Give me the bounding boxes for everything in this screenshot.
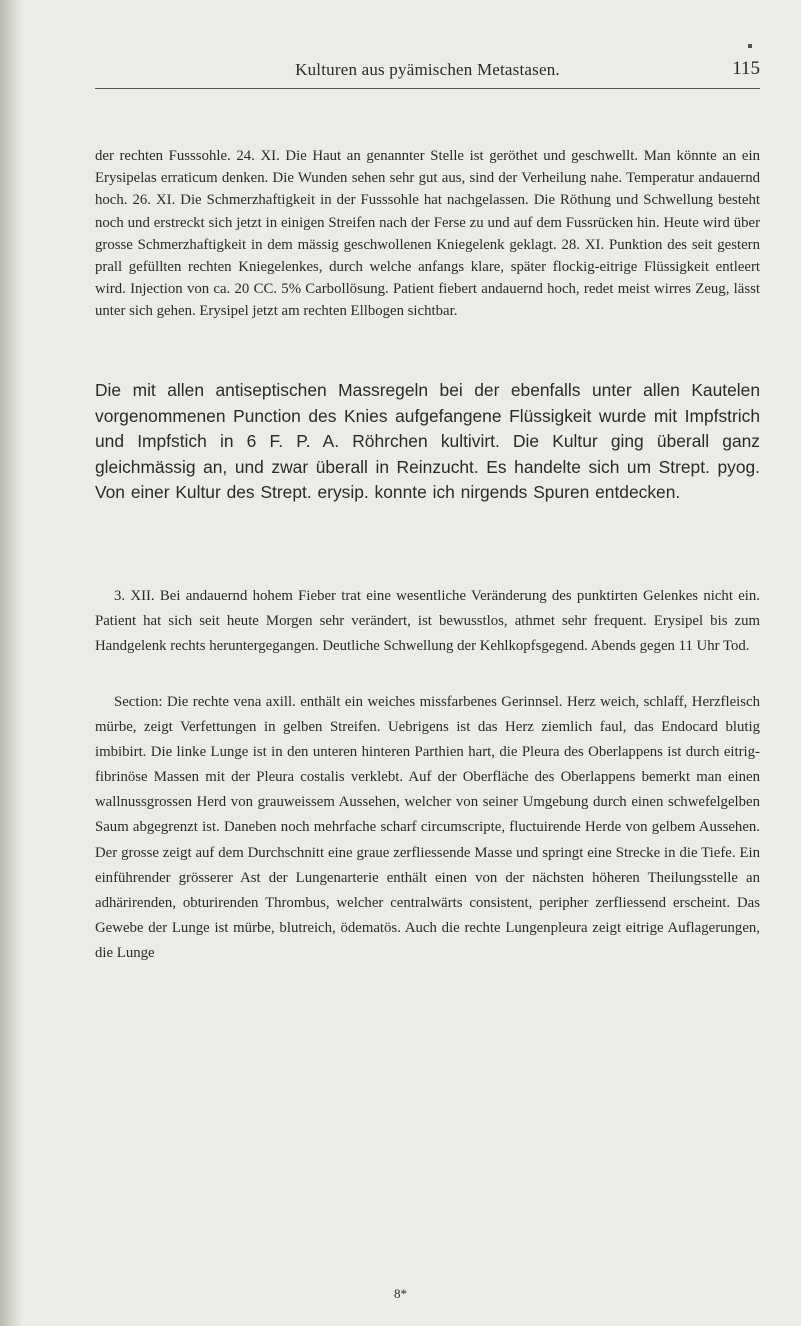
- signature-mark: 8*: [394, 1286, 407, 1301]
- paragraph-section-findings: Section: Die rechte vena axill. enthält ein weiches missfarbenes Gerinnsel. Herz weich, schlaff, Herzfleisch mürbe, zeigt Verfettungen in gelben Streifen. Uebrigens ist das Herz ziemlich faul, das Endocard blutig imbibirt. Die linke Lunge ist in den unteren hinteren Parthien hart, die Pleura des Oberlappens ist durch eitrig-fibrinöse Massen mit der Pleura costalis verklebt. Auf der Oberfläche des Oberlappens bemerkt man einen wallnussgrossen Herd von grauweissem Aussehen, welcher von seiner Umgebung durch einen schwefelgelben Saum abgegrenzt ist. Daneben noch mehrfache scharf circumscripte, fluctuirende Herde von gelbem Aussehen. Der grosse zeigt auf dem Durchschnitt eine graue zerfliessende Masse und springt eine Strecke in die Tiefe. Ein einführender grösserer Ast der Lungenarterie enthält einen von der nächsten höheren Theilungsstelle an adhärirenden, obturirenden Thrombus, welcher centralwärts consistent, peripher zerfliessend erscheint. Das Gewebe der Lunge ist mürbe, blutreich, ödematös. Auch die rechte Lungenpleura zeigt eitrige Auflagerungen, die Lunge: [95, 694, 760, 961]
- page-header: [95, 60, 760, 100]
- paragraph-case-notes: der rechten Fusssohle. 24. XI. Die Haut an genannter Stelle ist geröthet und geschwellt. Man könnte an ein Erysipelas erraticum denken. Die Wunden sehen sehr gut aus, sind der Verheilung nahe. Temperatur andauernd hoch. 26. XI. Die Schmerzhaftigkeit in der Fusssohle hat nachgelassen. Die Röthung und Schwellung besteht noch und erstreckt sich jetzt in einigen Streifen nach der Ferse zu und auf dem Fussrücken hin. Heute wird über grosse Schmerzhaftigkeit in dem mässig geschwollenen Kniegelenk geklagt. 28. XI. Punktion des seit gestern prall gefüllten rechten Kniegelenkes, durch welche anfangs klare, später flockig-eitrige Flüssigkeit entleert wird. Injection von ca. 20 CC. 5% Carbollösung. Patient fiebert andauernd hoch, redet meist wirres Zeug, lässt unter sich gehen. Erysipel jetzt am rechten Ellbogen sichtbar.: [95, 148, 760, 320]
- header-rule: [95, 88, 760, 89]
- print-mark: [748, 44, 752, 48]
- page-number: 115: [732, 58, 760, 79]
- paragraph-culture-result: Die mit allen antiseptischen Massregeln bei der ebenfalls unter allen Kautelen vorgenommenen Punction des Knies aufgefangene Flüssigkeit wurde mit Impfstrich und Impfstich in 6 F. P. A. Röhrchen kultivirt. Die Kultur ging überall ganz gleichmässig an, und zwar überall in Reinzucht. Es handelte sich um Strept. pyog. Von einer Kultur des Strept. erysip. konnte ich nirgends Spuren entdecken.: [95, 380, 760, 503]
- paragraph-course: 3. XII. Bei andauernd hohem Fieber trat eine wesentliche Veränderung des punktirten Gelenkes nicht ein. Patient hat sich seit heute Morgen sehr verändert, ist bewusstlos, athmet sehr frequent. Erysipel bis zum Handgelenk rechts heruntergegangen. Deutliche Schwellung der Kehlkopfsgegend. Abends gegen 11 Uhr Tod.: [95, 588, 760, 655]
- running-title: Kulturen aus pyämischen Metastasen.: [295, 60, 560, 79]
